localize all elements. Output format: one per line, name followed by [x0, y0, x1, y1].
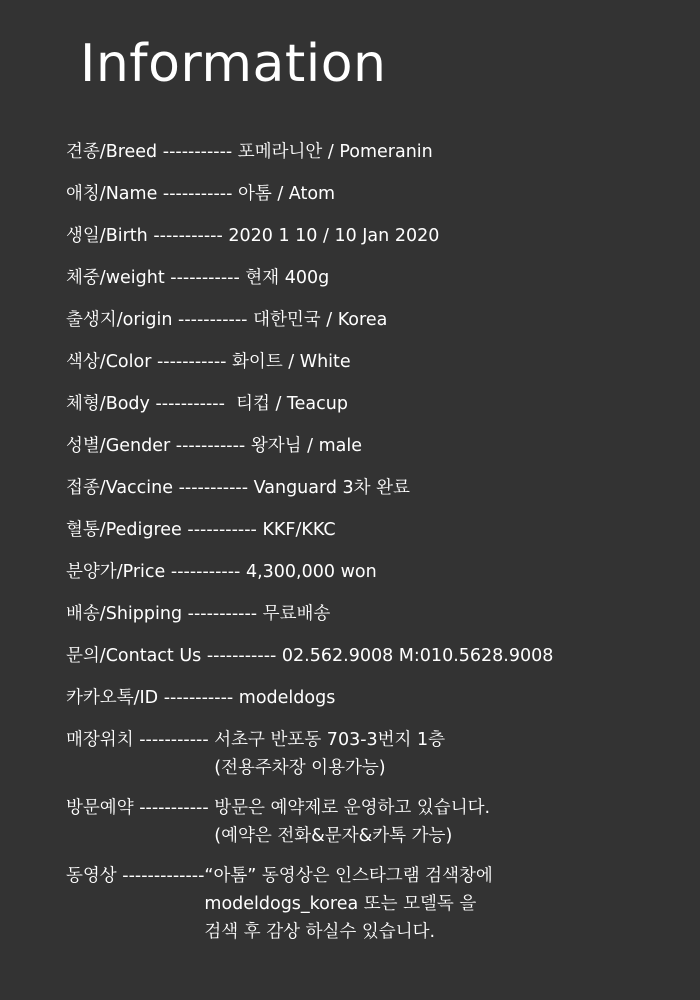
row-value: 현재 400g: [245, 268, 330, 288]
row-dashes: -----------: [187, 604, 258, 624]
row-lead: [66, 794, 214, 850]
row-value: 티컵 / Teacup: [230, 394, 348, 414]
row-value: modeldogs: [238, 688, 336, 708]
row-value-line: (예약은 전화&문자&카톡 가능): [214, 826, 453, 846]
row-label: 배송/Shipping: [66, 604, 183, 624]
info-row-price: [66, 558, 696, 586]
row-dashes: -----------: [170, 562, 241, 582]
row-value-line: 방문은 예약제로 운영하고 있습니다.: [214, 798, 491, 818]
row-label: 분양가/Price: [66, 562, 166, 582]
page-title: Information: [80, 34, 387, 94]
row-value: 포메라니안 / Pomeranin: [237, 142, 433, 162]
row-label: 색상/Color: [66, 352, 152, 372]
info-row-color: [66, 348, 696, 376]
info-row-video: [66, 862, 696, 946]
row-value-lines: [204, 862, 492, 946]
row-value: 2020 1 10 / 10 Jan 2020: [228, 226, 440, 246]
info-row-location: [66, 726, 696, 782]
row-label: 생일/Birth: [66, 226, 148, 246]
row-dashes: -------------: [122, 866, 205, 886]
row-dashes: -----------: [139, 730, 209, 750]
row-label: 견종/Breed: [66, 142, 158, 162]
row-value: 대한민국 / Korea: [253, 310, 388, 330]
row-label: 애칭/Name: [66, 184, 158, 204]
row-dashes: -----------: [156, 352, 227, 372]
row-dashes: -----------: [153, 226, 223, 246]
row-label: 방문예약: [66, 798, 134, 818]
row-label: 출생지/origin: [66, 310, 173, 330]
row-dashes: -----------: [187, 520, 257, 540]
row-dashes: -----------: [175, 436, 246, 456]
row-value-line: (전용주차장 이용가능): [214, 758, 386, 778]
info-row-origin: [66, 306, 696, 334]
info-row-weight: [66, 264, 696, 292]
row-dashes: -----------: [178, 478, 249, 498]
row-label: 접종/Vaccine: [66, 478, 174, 498]
row-value: Vanguard 3차 완료: [253, 478, 410, 498]
row-dashes: -----------: [139, 798, 209, 818]
row-label: 체중/weight: [66, 268, 165, 288]
row-value-lines: [214, 794, 490, 850]
row-value: 왕자님 / male: [250, 436, 362, 456]
row-dashes: -----------: [178, 310, 248, 330]
info-row-birth: [66, 222, 696, 250]
row-dashes: -----------: [162, 184, 233, 204]
row-value-line: 서초구 반포동 703-3번지 1층: [214, 730, 446, 750]
row-value-line: 검색 후 감상 하실수 있습니다.: [204, 922, 436, 942]
row-value: 4,300,000 won: [245, 562, 377, 582]
row-dashes: -----------: [155, 394, 225, 414]
row-value: 02.562.9008 M:010.5628.9008: [281, 646, 554, 666]
info-row-gender: [66, 432, 696, 460]
row-dashes: -----------: [170, 268, 240, 288]
row-value-line: modeldogs_korea 또는 모델독 을: [204, 894, 477, 914]
row-label: 혈통/Pedigree: [66, 520, 182, 540]
info-row-visit: [66, 794, 696, 850]
row-dashes: -----------: [206, 646, 277, 666]
row-dashes: -----------: [163, 688, 234, 708]
info-row-vaccine: [66, 474, 696, 502]
row-value: KKF/KKC: [262, 520, 336, 540]
info-row-name: [66, 180, 696, 208]
row-value-lines: [214, 726, 445, 782]
row-value: 화이트 / White: [232, 352, 351, 372]
row-lead: [66, 862, 204, 946]
info-row-breed: [66, 138, 696, 166]
row-value: 아톰 / Atom: [237, 184, 336, 204]
info-row-body: [66, 390, 696, 418]
info-row-pedigree: [66, 516, 696, 544]
info-row-contact: [66, 642, 696, 670]
row-value: 무료배송: [262, 604, 331, 624]
row-lead: [66, 726, 214, 782]
row-value-line: “아톰” 동영상은 인스타그램 검색창에: [204, 866, 493, 886]
row-label: 카카오톡/ID: [66, 688, 159, 708]
info-row-kakao-id: [66, 684, 696, 712]
row-label: 동영상: [66, 866, 117, 886]
row-label: 매장위치: [66, 730, 134, 750]
row-label: 성별/Gender: [66, 436, 171, 456]
info-row-shipping: [66, 600, 696, 628]
row-label: 문의/Contact Us: [66, 646, 202, 666]
info-list: [66, 138, 696, 958]
row-dashes: -----------: [162, 142, 233, 162]
row-label: 체형/Body: [66, 394, 150, 414]
